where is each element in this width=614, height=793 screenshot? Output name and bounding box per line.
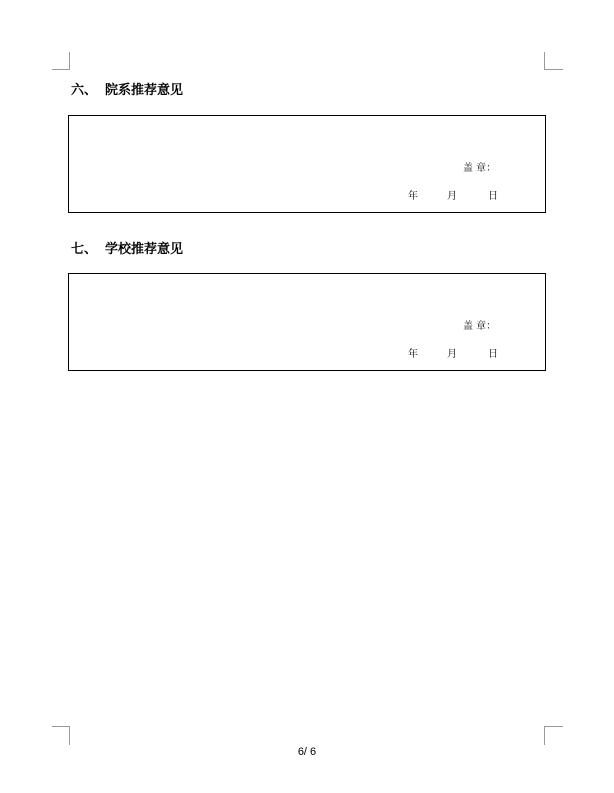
section-title: 院系推荐意见: [105, 83, 184, 98]
section-number: 七、: [71, 242, 98, 257]
date-year-label: 年: [408, 349, 418, 360]
date-day-label: 日: [488, 191, 498, 202]
date-month-label: 月: [447, 191, 457, 202]
section-title: 学校推荐意见: [105, 242, 184, 257]
date-line: [408, 348, 498, 362]
crop-mark-top-left: [52, 52, 70, 70]
date-month-label: 月: [447, 349, 457, 360]
crop-mark-bottom-left: [52, 726, 70, 745]
crop-mark-bottom-right: [544, 726, 563, 745]
crop-mark-top-right: [544, 52, 563, 70]
department-recommendation-box[interactable]: [68, 115, 546, 213]
department-recommendation-heading: [71, 82, 183, 100]
page-number: 6/ 6: [297, 746, 317, 758]
school-recommendation-box[interactable]: [68, 273, 546, 371]
date-year-label: 年: [408, 191, 418, 202]
seal-label: 盖 章：: [463, 321, 497, 332]
seal-label: 盖 章：: [463, 163, 497, 174]
date-day-label: 日: [488, 349, 498, 360]
date-line: [408, 190, 498, 204]
school-recommendation-heading: [71, 241, 183, 259]
section-number: 六、: [71, 83, 98, 98]
